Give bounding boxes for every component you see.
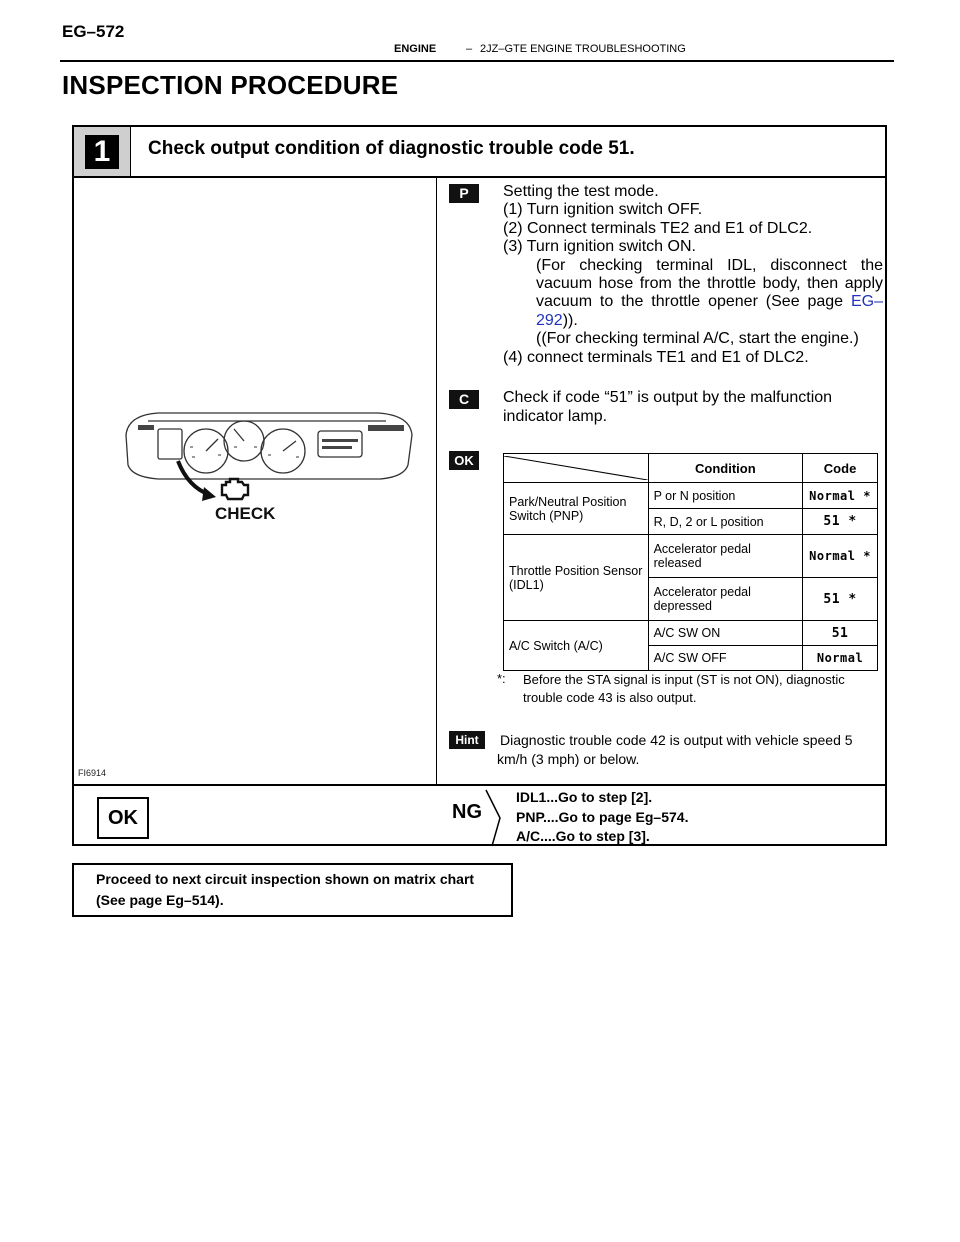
ng-result-idl1: IDL1...Go to step [2]. [516,789,653,805]
page-title: INSPECTION PROCEDURE [62,70,399,100]
label-p: P [449,184,479,203]
step-number-text: 1 [85,135,120,169]
table-code: 51 [803,621,878,646]
preparation-text [503,183,883,367]
table-group-name: Park/Neutral Position Switch (PNP) [504,483,649,535]
table-row [504,483,878,509]
ng-result-badge: NG [452,801,482,823]
table-row [504,621,878,646]
table-code: Normal * [803,483,878,509]
table-code: Normal [803,646,878,671]
footnote-mark: *: [497,671,506,686]
table-condition: Accelerator pedal depressed [648,578,803,621]
prep-step-2: (2) Connect terminals TE2 and E1 of DLC2. [503,219,813,237]
check-label: CHECK [215,504,276,523]
table-group-name: Throttle Position Sensor (IDL1) [504,535,649,621]
proceed-text: Proceed to next circuit inspection shown on matrix chart (See page Eg–514). [96,871,475,908]
prep-note-a-text: (For checking terminal IDL, disconnect the vacuum hose from the throttle body, then apply vacuum to the throttle opener (See page [536,256,883,311]
hint-text: Diagnostic trouble code 42 is output with vehicle speed 5 km/h (3 mph) or below. [497,732,853,767]
check-text: Check if code “51” is output by the malfunction indicator lamp. [503,389,833,425]
ng-result-ac: A/C....Go to step [3]. [516,828,650,844]
section-label: ENGINE [394,43,437,55]
label-ok: OK [449,451,479,470]
table-code: Normal * [803,535,878,578]
table-code: 51 * [803,578,878,621]
step-header-rule [74,176,885,178]
condition-header: Condition [648,454,803,483]
footnote: Before the STA signal is input (ST is not ON), diagnostic trouble code 43 is also output. [523,672,845,705]
prep-step-1: (1) Turn ignition switch OFF. [503,201,703,219]
step-number [74,127,130,176]
prep-step-3: (3) Turn ignition switch ON. [503,238,696,256]
table-group-name: A/C Switch (A/C) [504,621,649,671]
ok-result-badge: OK [97,797,149,839]
ng-results [516,788,688,847]
column-divider [436,178,437,784]
instrument-cluster-figure [118,395,418,535]
label-c: C [449,390,479,409]
prep-step-4: (4) connect terminals TE1 and E1 of DLC2. [503,348,809,366]
prep-note-b: ((For checking terminal A/C, start the engine.) [536,330,859,348]
page-link-eg292[interactable]: EG–292 [536,293,883,329]
table-condition: R, D, 2 or L position [648,509,803,535]
prep-note-a [503,257,883,331]
preparation-intro: Setting the test mode. [503,183,659,200]
table-corner-cell [504,454,649,483]
table-header-row [504,454,878,483]
code-header: Code [803,454,878,483]
table-condition: A/C SW OFF [648,646,803,671]
table-condition: A/C SW ON [648,621,803,646]
code-table [503,453,878,671]
results-rule [74,784,885,786]
ng-result-pnp: PNP....Go to page Eg–574. [516,808,689,825]
header-rule [60,60,894,62]
prep-note-a-end: )). [562,311,578,329]
figure-id: FI6914 [78,768,107,778]
table-code: 51 * [803,509,878,535]
table-condition: Accelerator pedal released [648,535,803,578]
section-subtitle: 2JZ–GTE ENGINE TROUBLESHOOTING [480,43,686,55]
table-condition: P or N position [648,483,803,509]
check-engine-icon [222,479,248,499]
page-code: EG–572 [62,22,125,41]
table-row [504,535,878,578]
section-separator: – [466,43,473,55]
ng-bracket [484,788,506,848]
step-title: Check output condition of diagnostic trouble code 51. [148,138,635,159]
label-hint: Hint [449,731,485,749]
